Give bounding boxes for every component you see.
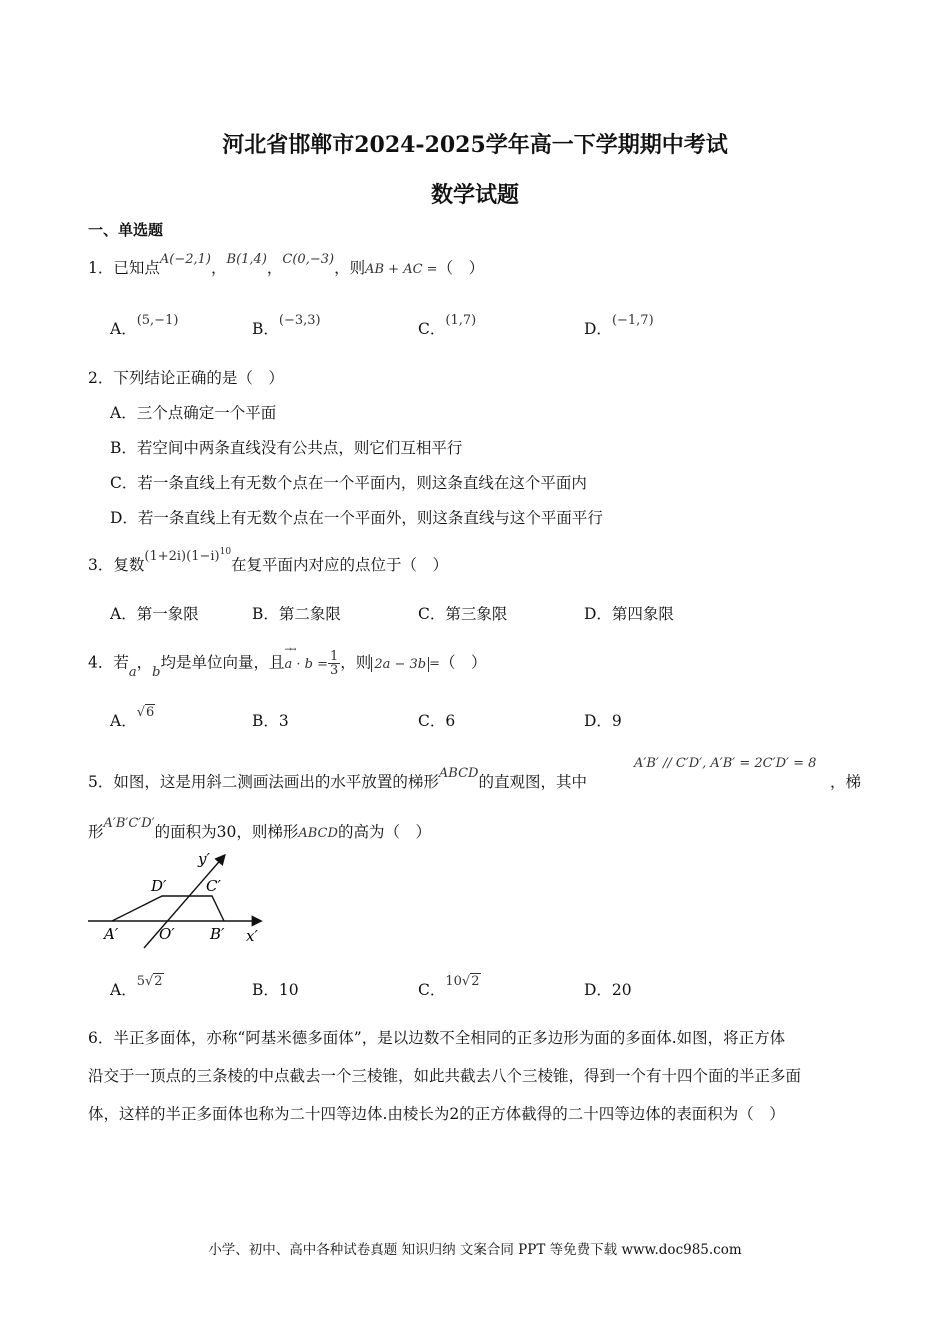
- q1-paren: （ ）: [437, 259, 485, 277]
- q5-line2-a: 形: [88, 823, 104, 841]
- q5-text-a: 如图，这是用斜二测画法画出的水平放置的梯形: [113, 773, 439, 791]
- q4-option-a: [110, 705, 155, 731]
- q1-option-d: [584, 313, 654, 339]
- label-a: A′: [104, 925, 119, 943]
- question-4-stem: [88, 649, 487, 680]
- q1-text-a: 已知点: [113, 259, 160, 277]
- q2-number: 2．: [88, 369, 114, 387]
- label-o: O′: [159, 925, 175, 943]
- q5-option-b: B．10: [252, 981, 299, 999]
- question-2-stem: [88, 366, 284, 388]
- q4-sep: ，: [136, 653, 153, 672]
- q1-option-b-label: B．: [252, 320, 279, 338]
- trapezoid-outline: [112, 896, 224, 921]
- q1-option-a-value: (5,−1): [136, 313, 179, 328]
- q4-text-a: 若: [113, 653, 129, 672]
- label-x: x′: [246, 927, 258, 945]
- q5-abcd: ABCD: [438, 766, 479, 781]
- question-1-stem: [88, 252, 485, 278]
- q4-fraction-denominator: 3: [330, 663, 339, 678]
- q1-option-c: [418, 313, 477, 339]
- q1-option-d-label: D．: [584, 320, 612, 338]
- q5-option-a-radicand: 2: [154, 974, 163, 989]
- section-heading: 一、单选题: [88, 221, 164, 239]
- label-y: y′: [198, 850, 210, 868]
- q1-option-c-label: C．: [418, 320, 446, 338]
- label-b: B′: [210, 925, 225, 943]
- q1-option-c-value: (1,7): [445, 313, 477, 328]
- q4-text-b: 均是单位向量，且: [160, 653, 285, 672]
- q4-text-c: ，则: [340, 653, 372, 672]
- question-6-line3: 体，这样的半正多面体也称为二十四等边体.由棱长为2的正方体截得的二十四等边体的表面积为（ ）: [88, 1105, 785, 1123]
- label-d: D′: [151, 877, 167, 895]
- q5-number: 5．: [88, 773, 114, 791]
- q5-option-c: [418, 974, 481, 1000]
- q2-option-c: C．若一条直线上有无数个点在一个平面内，则这条直线在这个平面内: [110, 474, 587, 492]
- q4-dot-product: →→ a · b =: [285, 657, 329, 672]
- q5-line2-c: 的高为（ ）: [337, 823, 431, 841]
- q5-option-a-sqrt: √2: [144, 974, 163, 989]
- q1-number: 1．: [88, 259, 114, 277]
- question-3-stem: [88, 547, 449, 575]
- q1-point-a: A(−2,1): [159, 252, 211, 267]
- question-5-line2: [88, 816, 431, 842]
- q3-expression-exponent: 10: [219, 547, 232, 557]
- q2-option-d: D．若一条直线上有无数个点在一个平面外，则这条直线与这个平面平行: [110, 509, 603, 527]
- q5-trapezoid: A′B′C′D′: [103, 816, 155, 831]
- exam-subtitle: 数学试题: [430, 182, 519, 208]
- q1-option-d-value: (−1,7): [611, 313, 654, 328]
- q4-vector-b: b: [152, 664, 161, 680]
- q4-option-a-sqrt: √6: [136, 705, 155, 720]
- q3-text-b: 在复平面内对应的点位于（ ）: [231, 556, 449, 574]
- q1-option-b: [252, 313, 321, 339]
- q5-text-c: ，梯: [830, 773, 862, 791]
- q5-line2-b: 的面积为30，则梯形: [154, 823, 299, 841]
- q4-number: 4．: [88, 653, 114, 672]
- q2-option-a: A．三个点确定一个平面: [110, 404, 277, 422]
- q1-sep2: ，: [266, 259, 283, 277]
- page-footer: 小学、初中、高中各种试卷真题 知识归纳 文案合同 PPT 等免费下载 www.doc985.com: [208, 1242, 742, 1258]
- q4-option-a-radicand: 6: [146, 705, 155, 720]
- q1-option-a-label: A．: [110, 320, 137, 338]
- q3-option-a: A．第一象限: [110, 605, 199, 623]
- exam-title: 河北省邯郸市2024-2025学年高一下学期期中考试: [222, 132, 728, 158]
- q2-option-b: B．若空间中两条直线没有公共点，则它们互相平行: [110, 439, 463, 457]
- q5-figure: [84, 848, 274, 950]
- q3-number: 3．: [88, 556, 114, 574]
- q5-option-a-label: A．: [110, 981, 137, 999]
- q4-paren: （ ）: [440, 653, 487, 672]
- q5-option-d: D．20: [584, 981, 632, 999]
- q3-expression-base: (1+2i)(1−i): [144, 549, 220, 564]
- q3-option-c: C．第三象限: [418, 605, 508, 623]
- q3-option-b: B．第二象限: [252, 605, 341, 623]
- q5-option-c-coef: 10: [445, 974, 462, 989]
- q1-expression: AB + AC =: [365, 262, 438, 277]
- q4-option-c: C．6: [418, 712, 456, 730]
- q1-text-b: ，则: [334, 259, 366, 277]
- q5-text-b: 的直观图，其中: [478, 773, 587, 791]
- q1-point-b: B(1,4): [226, 252, 267, 267]
- question-6-line2: 沿交于一顶点的三条棱的中点截去一个三棱锥，如此共截去八个三棱锥，得到一个有十四个面的半正多面: [88, 1067, 802, 1085]
- question-6-line1: 6．半正多面体，亦称“阿基米德多面体”，是以边数不全相同的正多边形为面的多面体.如图，将正方体: [88, 1029, 786, 1047]
- q1-option-a: [110, 313, 179, 339]
- q4-option-d: D．9: [584, 712, 622, 730]
- q5-abcd-2: ABCD: [298, 826, 338, 841]
- q3-text-a: 复数: [113, 556, 145, 574]
- q4-option-b: B．3: [252, 712, 289, 730]
- q5-option-a-coef: 5: [136, 974, 145, 989]
- q4-fraction-numerator: 1: [330, 649, 339, 664]
- q4-option-a-label: A．: [110, 712, 137, 730]
- q4-equals: =: [429, 656, 440, 672]
- label-c: C′: [206, 877, 221, 895]
- q5-option-a: [110, 974, 164, 1000]
- q5-option-c-label: C．: [418, 981, 446, 999]
- q4-fraction: [328, 650, 340, 677]
- q5-option-c-radicand: 2: [471, 974, 480, 989]
- q5-option-c-sqrt: √2: [461, 974, 480, 989]
- q1-point-c: C(0,−3): [282, 252, 335, 267]
- q2-text: 下列结论正确的是（ ）: [113, 369, 284, 387]
- q1-option-b-value: (−3,3): [278, 313, 321, 328]
- q3-option-d: D．第四象限: [584, 605, 674, 623]
- q4-abs-expression: 2a − 3b: [371, 657, 429, 672]
- q4-vector-a: a: [128, 664, 137, 680]
- question-5-stem: [88, 766, 587, 792]
- q5-condition: A′B′ // C′D′, A′B′ = 2C′D′ = 8: [634, 756, 817, 771]
- q1-sep1: ，: [211, 259, 227, 277]
